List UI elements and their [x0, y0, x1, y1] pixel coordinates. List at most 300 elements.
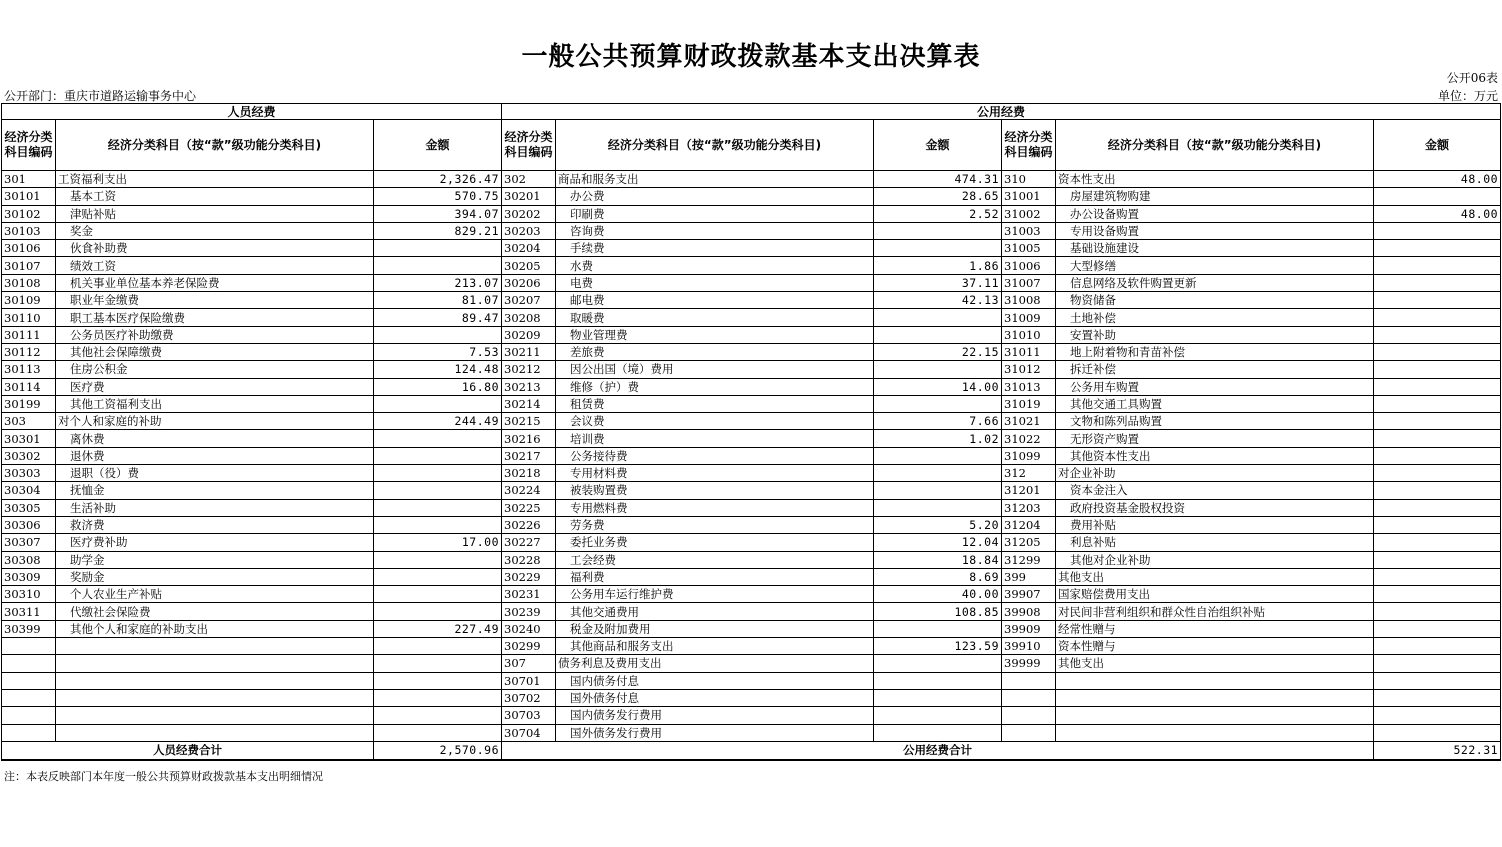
public-total-amount: 522.31	[1374, 741, 1501, 760]
table-row	[2, 309, 1501, 326]
cell-code: 30214	[502, 395, 556, 412]
cell-code	[2, 638, 56, 655]
cell-name: 费用补贴	[1056, 516, 1374, 533]
cell-name: 国内债务付息	[556, 672, 874, 689]
table-row	[2, 655, 1501, 672]
cell-name: 退职（役）费	[56, 465, 374, 482]
cell-amount	[1374, 413, 1501, 430]
personnel-total-label: 人员经费合计	[2, 741, 374, 760]
personnel-total-amount: 2,570.96	[374, 741, 502, 760]
cell-name: 生活补助	[56, 499, 374, 516]
cell-name: 大型修缮	[1056, 257, 1374, 274]
cell-name	[56, 707, 374, 724]
cell-amount	[1374, 655, 1501, 672]
cell-name: 职业年金缴费	[56, 292, 374, 309]
cell-code: 30202	[502, 205, 556, 222]
cell-name: 抚恤金	[56, 482, 374, 499]
cell-code	[2, 707, 56, 724]
cell-name: 办公费	[556, 188, 874, 205]
cell-amount	[374, 551, 502, 568]
cell-name: 奖励金	[56, 568, 374, 585]
cell-code: 30114	[2, 378, 56, 395]
cell-name: 其他商品和服务支出	[556, 638, 874, 655]
cell-code: 31019	[1002, 395, 1056, 412]
cell-amount	[1374, 620, 1501, 637]
cell-name	[56, 689, 374, 706]
cell-code: 31009	[1002, 309, 1056, 326]
cell-name: 公务接待费	[556, 447, 874, 464]
cell-code: 302	[502, 171, 556, 188]
cell-amount	[874, 447, 1002, 464]
cell-name: 手续费	[556, 240, 874, 257]
cell-code: 31201	[1002, 482, 1056, 499]
cell-amount	[1374, 240, 1501, 257]
cell-code: 30108	[2, 274, 56, 291]
cell-amount: 394.07	[374, 205, 502, 222]
cell-code: 30227	[502, 534, 556, 551]
cell-name: 机关事业单位基本养老保险费	[56, 274, 374, 291]
cell-name: 退休费	[56, 447, 374, 464]
cell-name: 资本性支出	[1056, 171, 1374, 188]
cell-code: 30307	[2, 534, 56, 551]
footnote: 注：本表反映部门本年度一般公共预算财政拨款基本支出明细情况	[4, 770, 323, 783]
cell-name: 对民间非营利组织和群众性自治组织补贴	[1056, 603, 1374, 620]
cell-name: 其他支出	[1056, 568, 1374, 585]
cell-name: 专用燃料费	[556, 499, 874, 516]
cell-code: 30228	[502, 551, 556, 568]
cell-name	[56, 638, 374, 655]
table-row	[2, 343, 1501, 360]
cell-name: 基础设施建设	[1056, 240, 1374, 257]
cell-amount	[1374, 292, 1501, 309]
cell-amount	[1374, 343, 1501, 360]
cell-code: 30217	[502, 447, 556, 464]
table-row	[2, 707, 1501, 724]
cell-name: 租赁费	[556, 395, 874, 412]
cell-amount	[1374, 534, 1501, 551]
cell-code: 30208	[502, 309, 556, 326]
cell-code: 30226	[502, 516, 556, 533]
cell-name: 土地补偿	[1056, 309, 1374, 326]
cell-name: 专用设备购置	[1056, 222, 1374, 239]
cell-name: 物业管理费	[556, 326, 874, 343]
cell-amount	[874, 689, 1002, 706]
table-row	[2, 551, 1501, 568]
col-header-name: 经济分类科目（按“款”级功能分类科目)	[1056, 120, 1374, 171]
cell-amount	[374, 516, 502, 533]
cell-code: 303	[2, 413, 56, 430]
table-row	[2, 430, 1501, 447]
cell-name: 委托业务费	[556, 534, 874, 551]
cell-code	[2, 724, 56, 741]
cell-amount	[374, 568, 502, 585]
cell-name: 伙食补助费	[56, 240, 374, 257]
form-number: 公开06表	[1446, 71, 1498, 85]
cell-code: 31013	[1002, 378, 1056, 395]
cell-code: 30229	[502, 568, 556, 585]
cell-code: 30308	[2, 551, 56, 568]
cell-name: 专用材料费	[556, 465, 874, 482]
cell-name: 对个人和家庭的补助	[56, 413, 374, 430]
cell-amount	[874, 222, 1002, 239]
cell-name: 资本性赠与	[1056, 638, 1374, 655]
cell-code	[1002, 707, 1056, 724]
cell-amount	[374, 655, 502, 672]
table-row	[2, 620, 1501, 637]
cell-code: 301	[2, 171, 56, 188]
cell-code: 39909	[1002, 620, 1056, 637]
col-header-code: 经济分类科目编码	[502, 120, 556, 171]
cell-code: 399	[1002, 568, 1056, 585]
cell-name: 代缴社会保险费	[56, 603, 374, 620]
cell-name: 离休费	[56, 430, 374, 447]
cell-code: 30103	[2, 222, 56, 239]
cell-amount: 124.48	[374, 361, 502, 378]
cell-amount	[374, 672, 502, 689]
cell-amount	[874, 672, 1002, 689]
cell-name: 商品和服务支出	[556, 171, 874, 188]
cell-amount	[1374, 707, 1501, 724]
cell-amount: 89.47	[374, 309, 502, 326]
cell-name: 安置补助	[1056, 326, 1374, 343]
cell-code: 30304	[2, 482, 56, 499]
cell-code: 31007	[1002, 274, 1056, 291]
cell-code: 30110	[2, 309, 56, 326]
cell-name: 办公设备购置	[1056, 205, 1374, 222]
cell-amount: 829.21	[374, 222, 502, 239]
col-header-amount: 金额	[374, 120, 502, 171]
cell-name: 救济费	[56, 516, 374, 533]
cell-name: 拆迁补偿	[1056, 361, 1374, 378]
cell-amount	[1374, 326, 1501, 343]
cell-name: 绩效工资	[56, 257, 374, 274]
table-row	[2, 274, 1501, 291]
unit-label: 单位：万元	[1437, 89, 1498, 103]
cell-name: 其他交通费用	[556, 603, 874, 620]
table-row	[2, 465, 1501, 482]
cell-amount	[1374, 482, 1501, 499]
cell-code: 30218	[502, 465, 556, 482]
cell-amount	[1374, 603, 1501, 620]
cell-name: 物资储备	[1056, 292, 1374, 309]
department-label: 公开部门：重庆市道路运输事务中心	[4, 89, 197, 103]
cell-amount	[1374, 638, 1501, 655]
cell-amount	[1374, 447, 1501, 464]
cell-amount	[874, 395, 1002, 412]
cell-name: 文物和陈列品购置	[1056, 413, 1374, 430]
cell-code	[2, 689, 56, 706]
cell-code: 31011	[1002, 343, 1056, 360]
cell-code: 30216	[502, 430, 556, 447]
cell-amount	[374, 586, 502, 603]
cell-amount	[874, 620, 1002, 637]
table-row	[2, 205, 1501, 222]
cell-name	[56, 672, 374, 689]
cell-code	[1002, 672, 1056, 689]
cell-code: 30113	[2, 361, 56, 378]
cell-code: 31204	[1002, 516, 1056, 533]
cell-code: 30102	[2, 205, 56, 222]
cell-code: 307	[502, 655, 556, 672]
cell-amount	[1374, 465, 1501, 482]
cell-name: 因公出国（境）费用	[556, 361, 874, 378]
cell-code: 30704	[502, 724, 556, 741]
cell-code: 31010	[1002, 326, 1056, 343]
table-row	[2, 672, 1501, 689]
cell-name: 取暖费	[556, 309, 874, 326]
table-row	[2, 499, 1501, 516]
cell-code: 30305	[2, 499, 56, 516]
cell-name	[56, 655, 374, 672]
cell-name: 经常性赠与	[1056, 620, 1374, 637]
cell-amount	[1374, 395, 1501, 412]
col-header-name: 经济分类科目（按“款”级功能分类科目)	[556, 120, 874, 171]
cell-code: 39907	[1002, 586, 1056, 603]
cell-amount	[1374, 309, 1501, 326]
cell-amount: 48.00	[1374, 171, 1501, 188]
cell-name	[1056, 724, 1374, 741]
cell-name: 其他个人和家庭的补助支出	[56, 620, 374, 637]
cell-amount: 123.59	[874, 638, 1002, 655]
cell-name: 利息补贴	[1056, 534, 1374, 551]
cell-name: 职工基本医疗保险缴费	[56, 309, 374, 326]
cell-amount: 42.13	[874, 292, 1002, 309]
cell-name: 个人农业生产补贴	[56, 586, 374, 603]
expenditure-table	[1, 103, 1501, 761]
cell-amount	[1374, 274, 1501, 291]
cell-name	[1056, 689, 1374, 706]
cell-name: 福利费	[556, 568, 874, 585]
cell-code: 31012	[1002, 361, 1056, 378]
cell-amount: 474.31	[874, 171, 1002, 188]
cell-amount	[374, 430, 502, 447]
cell-code: 30207	[502, 292, 556, 309]
cell-name: 印刷费	[556, 205, 874, 222]
cell-code: 30199	[2, 395, 56, 412]
cell-code: 30106	[2, 240, 56, 257]
cell-code: 30240	[502, 620, 556, 637]
cell-code	[1002, 689, 1056, 706]
cell-amount: 48.00	[1374, 205, 1501, 222]
table-row	[2, 482, 1501, 499]
public-total-label: 公用经费合计	[502, 741, 1374, 760]
cell-code: 30703	[502, 707, 556, 724]
cell-amount: 5.20	[874, 516, 1002, 533]
cell-code: 310	[1002, 171, 1056, 188]
cell-code	[2, 672, 56, 689]
cell-code: 30109	[2, 292, 56, 309]
cell-code: 30101	[2, 188, 56, 205]
cell-code: 30302	[2, 447, 56, 464]
cell-code: 30399	[2, 620, 56, 637]
cell-code: 30206	[502, 274, 556, 291]
cell-name: 其他资本性支出	[1056, 447, 1374, 464]
cell-name: 工资福利支出	[56, 171, 374, 188]
cell-code: 30212	[502, 361, 556, 378]
cell-code: 30209	[502, 326, 556, 343]
cell-name: 维修（护）费	[556, 378, 874, 395]
cell-code: 31008	[1002, 292, 1056, 309]
cell-amount	[874, 482, 1002, 499]
cell-code: 30702	[502, 689, 556, 706]
cell-amount	[1374, 361, 1501, 378]
totals-row	[2, 741, 1501, 760]
cell-amount	[874, 361, 1002, 378]
cell-amount	[374, 447, 502, 464]
table-body	[2, 171, 1501, 742]
cell-amount: 2,326.47	[374, 171, 502, 188]
cell-name: 其他支出	[1056, 655, 1374, 672]
cell-code: 31005	[1002, 240, 1056, 257]
col-header-amount: 金额	[874, 120, 1002, 171]
table-row	[2, 724, 1501, 741]
cell-name: 咨询费	[556, 222, 874, 239]
page-title: 一般公共预算财政拨款基本支出决算表	[521, 42, 981, 72]
cell-code: 39999	[1002, 655, 1056, 672]
cell-amount: 81.07	[374, 292, 502, 309]
table-row	[2, 413, 1501, 430]
cell-code: 30107	[2, 257, 56, 274]
table-row	[2, 361, 1501, 378]
table-row	[2, 326, 1501, 343]
cell-name	[1056, 707, 1374, 724]
cell-amount: 244.49	[374, 413, 502, 430]
col-header-code: 经济分类科目编码	[1002, 120, 1056, 171]
cell-amount	[874, 499, 1002, 516]
table-row	[2, 240, 1501, 257]
cell-amount	[374, 638, 502, 655]
table-row	[2, 534, 1501, 551]
col-header-amount: 金额	[1374, 120, 1501, 171]
cell-code: 30224	[502, 482, 556, 499]
cell-name: 其他工资福利支出	[56, 395, 374, 412]
cell-code: 30309	[2, 568, 56, 585]
cell-code: 30112	[2, 343, 56, 360]
cell-name	[56, 724, 374, 741]
cell-name: 资本金注入	[1056, 482, 1374, 499]
cell-name: 邮电费	[556, 292, 874, 309]
table-row	[2, 586, 1501, 603]
cell-amount: 14.00	[874, 378, 1002, 395]
cell-code: 30310	[2, 586, 56, 603]
table-row	[2, 395, 1501, 412]
cell-code	[2, 655, 56, 672]
cell-code: 31003	[1002, 222, 1056, 239]
cell-name: 电费	[556, 274, 874, 291]
cell-code: 30211	[502, 343, 556, 360]
cell-amount	[374, 482, 502, 499]
cell-amount	[874, 240, 1002, 257]
cell-amount	[374, 240, 502, 257]
table-row	[2, 188, 1501, 205]
cell-amount	[874, 655, 1002, 672]
table-row	[2, 638, 1501, 655]
cell-amount	[1374, 378, 1501, 395]
cell-amount: 8.69	[874, 568, 1002, 585]
cell-name: 被装购置费	[556, 482, 874, 499]
cell-name: 公务用车运行维护费	[556, 586, 874, 603]
cell-amount	[1374, 430, 1501, 447]
cell-amount	[374, 465, 502, 482]
cell-amount: 37.11	[874, 274, 1002, 291]
cell-amount	[1374, 568, 1501, 585]
cell-code: 30225	[502, 499, 556, 516]
cell-name: 国外债务付息	[556, 689, 874, 706]
cell-amount	[874, 309, 1002, 326]
cell-name: 信息网络及软件购置更新	[1056, 274, 1374, 291]
cell-amount	[1374, 724, 1501, 741]
cell-name: 差旅费	[556, 343, 874, 360]
cell-amount	[1374, 188, 1501, 205]
cell-name: 政府投资基金股权投资	[1056, 499, 1374, 516]
table-row	[2, 568, 1501, 585]
cell-amount	[1374, 222, 1501, 239]
cell-name: 国外债务发行费用	[556, 724, 874, 741]
cell-amount	[374, 326, 502, 343]
cell-code: 312	[1002, 465, 1056, 482]
cell-amount: 16.80	[374, 378, 502, 395]
table-row	[2, 689, 1501, 706]
cell-name: 房屋建筑物购建	[1056, 188, 1374, 205]
cell-amount: 1.86	[874, 257, 1002, 274]
cell-code: 30213	[502, 378, 556, 395]
cell-amount: 17.00	[374, 534, 502, 551]
cell-name: 基本工资	[56, 188, 374, 205]
cell-code: 31205	[1002, 534, 1056, 551]
cell-code: 31001	[1002, 188, 1056, 205]
cell-amount	[374, 724, 502, 741]
cell-name: 国家赔偿费用支出	[1056, 586, 1374, 603]
cell-amount: 1.02	[874, 430, 1002, 447]
cell-code: 39910	[1002, 638, 1056, 655]
cell-name: 其他交通工具购置	[1056, 395, 1374, 412]
cell-name: 会议费	[556, 413, 874, 430]
cell-code: 30204	[502, 240, 556, 257]
cell-amount: 108.85	[874, 603, 1002, 620]
cell-name: 奖金	[56, 222, 374, 239]
cell-code: 31022	[1002, 430, 1056, 447]
cell-code: 30303	[2, 465, 56, 482]
cell-name: 培训费	[556, 430, 874, 447]
table-row	[2, 257, 1501, 274]
cell-code: 31021	[1002, 413, 1056, 430]
cell-amount	[1374, 689, 1501, 706]
cell-name: 对企业补助	[1056, 465, 1374, 482]
cell-code: 31099	[1002, 447, 1056, 464]
cell-code: 30701	[502, 672, 556, 689]
col-header-name: 经济分类科目（按“款”级功能分类科目)	[56, 120, 374, 171]
cell-name: 无形资产购置	[1056, 430, 1374, 447]
cell-amount	[874, 465, 1002, 482]
table-row	[2, 603, 1501, 620]
cell-code: 30203	[502, 222, 556, 239]
cell-name: 住房公积金	[56, 361, 374, 378]
cell-amount: 28.65	[874, 188, 1002, 205]
table-row	[2, 292, 1501, 309]
cell-name: 津贴补贴	[56, 205, 374, 222]
cell-amount	[374, 603, 502, 620]
cell-name: 其他对企业补助	[1056, 551, 1374, 568]
cell-amount	[1374, 257, 1501, 274]
cell-code: 30301	[2, 430, 56, 447]
cell-name: 税金及附加费用	[556, 620, 874, 637]
cell-name: 助学金	[56, 551, 374, 568]
cell-amount: 18.84	[874, 551, 1002, 568]
cell-code: 31006	[1002, 257, 1056, 274]
cell-code: 30231	[502, 586, 556, 603]
table-row	[2, 171, 1501, 188]
table-row	[2, 516, 1501, 533]
